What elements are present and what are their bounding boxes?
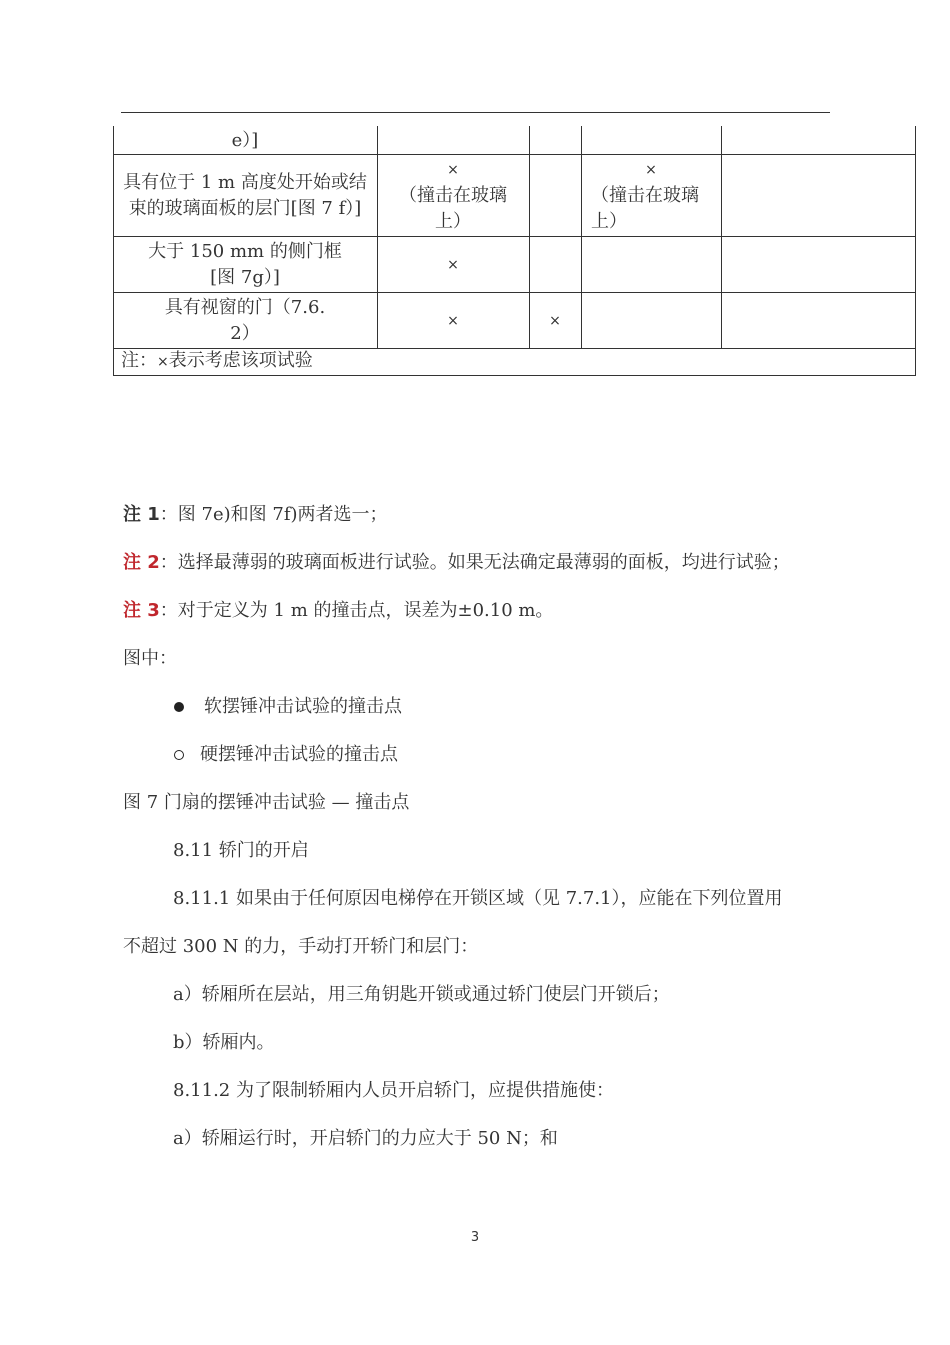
section-heading: 8.11 轿门的开启 — [173, 840, 309, 861]
note-3-label: 注 3 — [123, 600, 160, 621]
table-row-divider — [113, 236, 916, 237]
filled-circle-icon — [174, 702, 184, 712]
table-cell — [377, 238, 529, 292]
figure-caption: 图 7 门扇的摆锤冲击试验 — 撞击点 — [123, 792, 410, 813]
table-cell-label: 具有视窗的门（7.6. 2） — [164, 297, 326, 344]
table-col-divider — [721, 126, 722, 348]
legend-intro: 图中： — [123, 648, 177, 669]
cross-mark: × — [447, 162, 459, 178]
note-2-text: ：选择最薄弱的玻璃面板进行试验。如果无法确定最薄弱的面板，均进行试验； — [159, 552, 790, 573]
paragraph-8-11-2: 8.11.2 为了限制轿厢内人员开启轿门，应提供措施使： — [173, 1080, 614, 1101]
table-cell-note: （撞击在玻璃上） — [399, 185, 507, 232]
table-cell — [377, 156, 529, 236]
table-note-text: 表示考虑该项试验 — [168, 350, 313, 371]
table-cell-note: （撞击在玻璃上） — [591, 185, 699, 232]
cross-mark: × — [157, 354, 169, 370]
table-row-divider — [113, 292, 916, 293]
legend-soft: 软摆锤冲击试验的撞击点 — [204, 696, 402, 717]
list-item-a: a）轿厢所在层站，用三角钥匙开锁或通过轿门使层门开锁后； — [173, 984, 670, 1005]
table-note — [121, 348, 313, 375]
note-2-label: 注 2 — [123, 552, 160, 573]
table-col-divider — [581, 126, 582, 348]
legend-hard: 硬摆锤冲击试验的撞击点 — [200, 744, 398, 765]
cross-mark: × — [549, 313, 561, 329]
list-item-a-2: a）轿厢运行时，开启轿门的力应大于 50 N；和 — [173, 1128, 558, 1149]
note-3 — [123, 598, 553, 624]
note-2 — [123, 550, 790, 576]
test-table — [113, 126, 916, 376]
cross-mark: × — [447, 313, 459, 329]
table-cell-label: e）] — [231, 130, 259, 151]
note-1 — [123, 502, 388, 528]
table-note-prefix: 注： — [121, 350, 157, 371]
table-cell-label: 具有位于 1 m 高度处开始或结束的玻璃面板的层门[图 7 f）] — [123, 172, 367, 219]
table-cell — [529, 294, 581, 348]
table-border-left — [113, 126, 114, 376]
table-cell — [377, 294, 529, 348]
note-1-label: 注 1 — [123, 504, 160, 525]
hollow-circle-icon — [174, 750, 184, 760]
paragraph-8-11-1-line-2: 不超过 300 N 的力，手动打开轿门和层门： — [123, 936, 479, 957]
list-item-b: b）轿厢内。 — [173, 1032, 275, 1053]
table-cell — [585, 156, 717, 236]
cross-mark: × — [447, 257, 459, 273]
table-border-bottom — [113, 375, 916, 376]
cross-mark: × — [645, 162, 657, 178]
table-cell-label: 大于 150 mm 的侧门框[图 7g）] — [148, 241, 342, 288]
header-rule — [121, 112, 830, 113]
table-border-right — [915, 126, 916, 376]
page-number: 3 — [470, 1230, 480, 1245]
table-row-divider — [113, 154, 916, 155]
note-1-text: ：图 7e)和图 7f)两者选一； — [159, 504, 388, 525]
note-3-text: ：对于定义为 1 m 的撞击点，误差为±0.10 m。 — [159, 600, 554, 621]
paragraph-8-11-1-line-1: 8.11.1 如果由于任何原因电梯停在开锁区域（见 7.7.1），应能在下列位置用 — [173, 888, 783, 909]
